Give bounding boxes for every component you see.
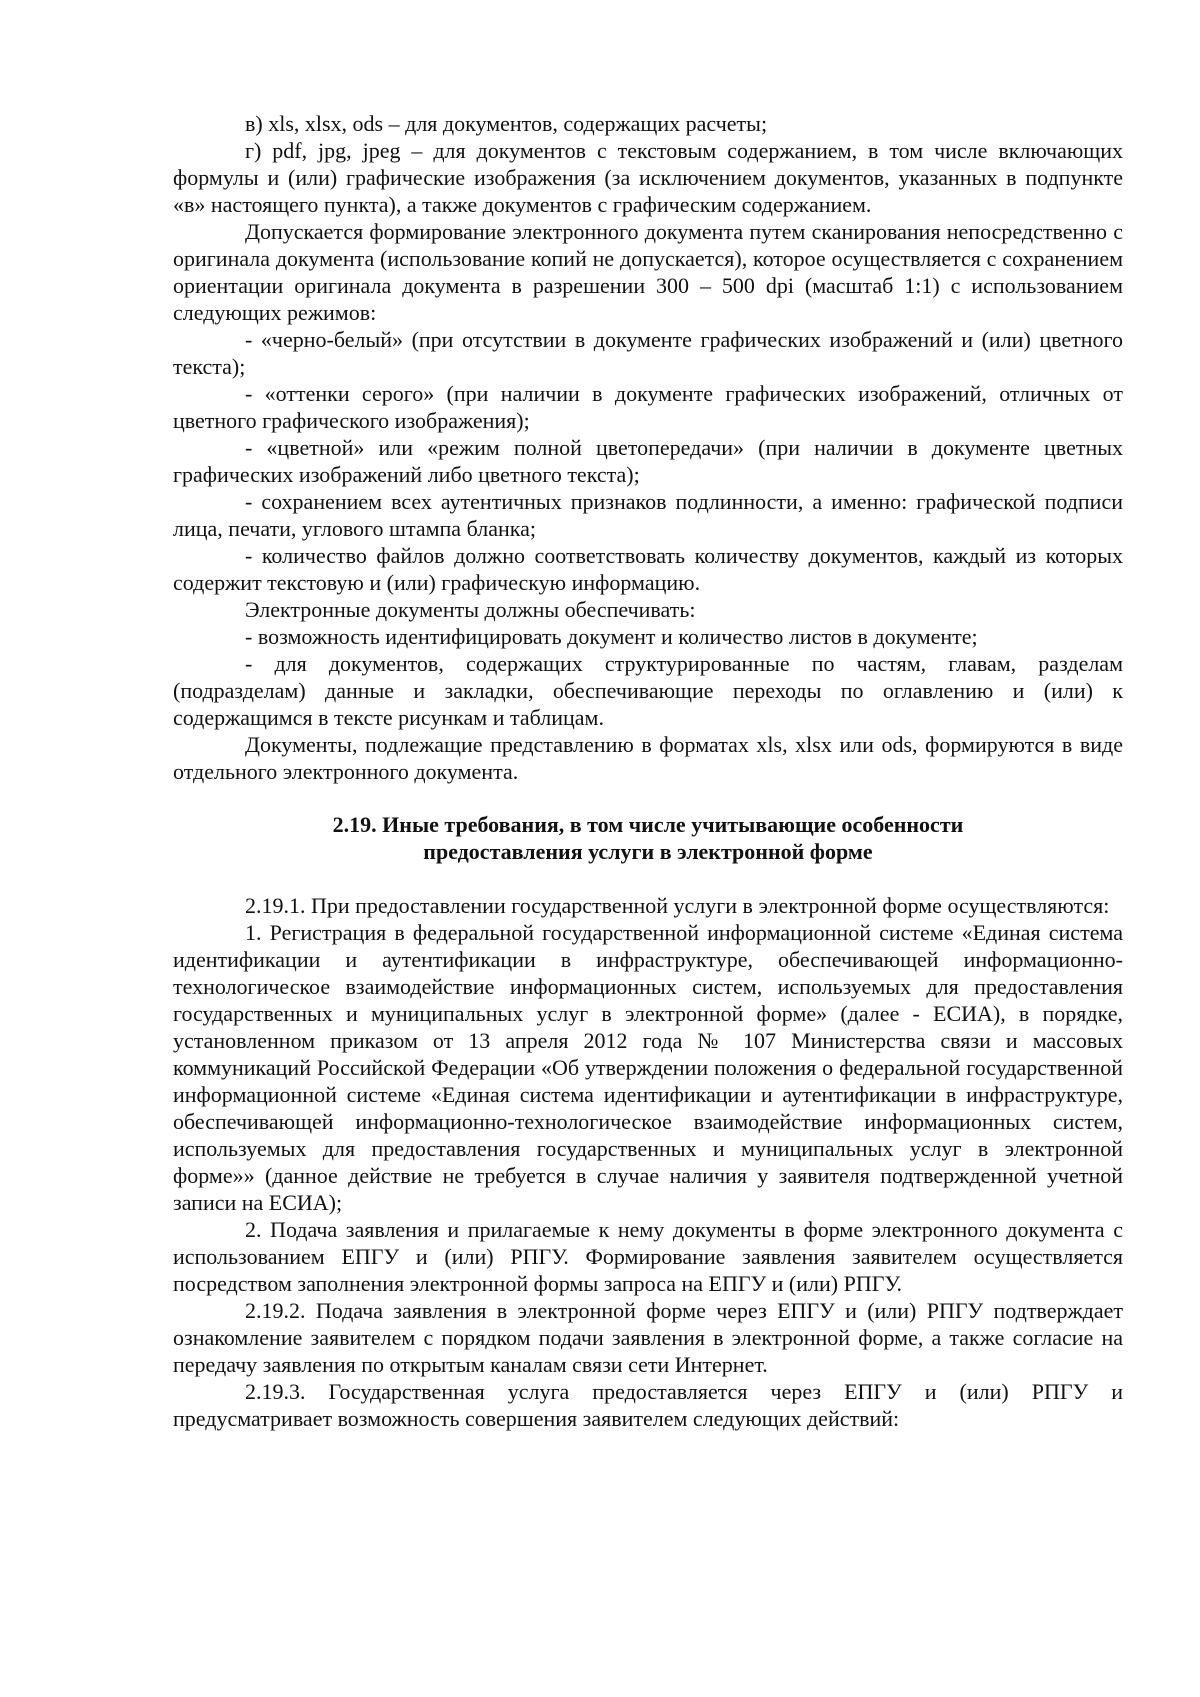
section-heading	[173, 811, 1123, 865]
paragraph-file-count: - количество файлов должно соответствовать количеству документов, каждый из которых содержит текстовую и (или) графическую информацию.	[173, 543, 1123, 595]
paragraph-mode-gray: - «оттенки серого» (при наличии в документе графических изображений, отличных от цветного графического изображения);	[173, 381, 1123, 433]
paragraph-mode-color: - «цветной» или «режим полной цветопередачи» (при наличии в документе цветных графических изображений либо цветного текста);	[173, 435, 1123, 487]
section-heading-line1: 2.19. Иные требования, в том числе учитывающие особенности	[332, 812, 964, 837]
paragraph-2-19-3: 2.19.3. Государственная услуга предоставляется через ЕПГУ и (или) РПГУ и предусматривает возможность совершения заявителем следующих действий:	[173, 1379, 1123, 1431]
paragraph-format-pdf: г) pdf, jpg, jpeg – для документов с текстовым содержанием, в том числе включающих формулы и (или) графические изображения (за исключением документов, указанных в подпункте «в» настоящего пункта), а также документов с графическим содержанием.	[173, 138, 1123, 217]
paragraph-separate-doc: Документы, подлежащие представлению в форматах xls, xlsx или ods, формируются в виде отдельного электронного документа.	[173, 732, 1123, 784]
paragraph-electronic-docs: Электронные документы должны обеспечивать:	[245, 597, 696, 622]
paragraph-format-xls: в) xls, xlsx, ods – для документов, содержащих расчеты;	[245, 111, 768, 136]
paragraph-application-submission: 2. Подача заявления и прилагаемые к нему документы в форме электронного документа с использованием ЕПГУ и (или) РПГУ. Формирование заявления заявителем осуществляется посредством заполнения электронной формы запроса на ЕПГУ и (или) РПГУ.	[173, 1217, 1123, 1296]
document-page	[173, 110, 1123, 1432]
paragraph-authenticity: - сохранением всех аутентичных признаков подлинности, а именно: графической подписи лица, печати, углового штампа бланка;	[173, 489, 1123, 541]
paragraph-esia-registration: 1. Регистрация в федеральной государственной информационной системе «Единая система идентификации и аутентификации в инфраструктуре, обеспечивающей информационно-технологическое взаимодействие информационных систем, используемых для предоставления государственных и муниципальных услуг в электронной форме» (далее - ЕСИА), в порядке, установленном приказом от 13 апреля 2012 года № 107 Министерства связи и массовых коммуникаций Российской Федерации «Об утверждении положения о федеральной государственной информационной системе «Единая система идентификации и аутентификации в инфраструктуре, обеспечивающей информационно-технологическое взаимодействие информационных систем, используемых для предоставления государственных и муниципальных услуг в электронной форме»» (данное действие не требуется в случае наличия у заявителя подтвержденной учетной записи на ЕСИА);	[173, 920, 1123, 1215]
paragraph-2-19-2: 2.19.2. Подача заявления в электронной форме через ЕПГУ и (или) РПГУ подтверждает ознакомление заявителем с порядком подачи заявления в электронной форме, а также согласие на передачу заявления по открытым каналам связи сети Интернет.	[173, 1298, 1123, 1377]
section-heading-line2: предоставления услуги в электронной форме	[423, 839, 873, 864]
paragraph-mode-bw: - «черно-белый» (при отсутствии в документе графических изображений и (или) цветного текста);	[173, 327, 1123, 379]
paragraph-scanning: Допускается формирование электронного документа путем сканирования непосредственно с оригинала документа (использование копий не допускается), которое осуществляется с сохранением ориентации оригинала документа в разрешении 300 – 500 dpi (масштаб 1:1) с использованием следующих режимов:	[173, 219, 1123, 325]
paragraph-2-19-1: 2.19.1. При предоставлении государственной услуги в электронной форме осуществляются:	[245, 893, 1110, 918]
paragraph-structured: - для документов, содержащих структурированные по частям, главам, разделам (подразделам) данные и закладки, обеспечивающие переходы по оглавлению и (или) к содержащимся в тексте рисункам и таблицам.	[173, 651, 1123, 730]
paragraph-identify: - возможность идентифицировать документ и количество листов в документе;	[245, 624, 978, 649]
